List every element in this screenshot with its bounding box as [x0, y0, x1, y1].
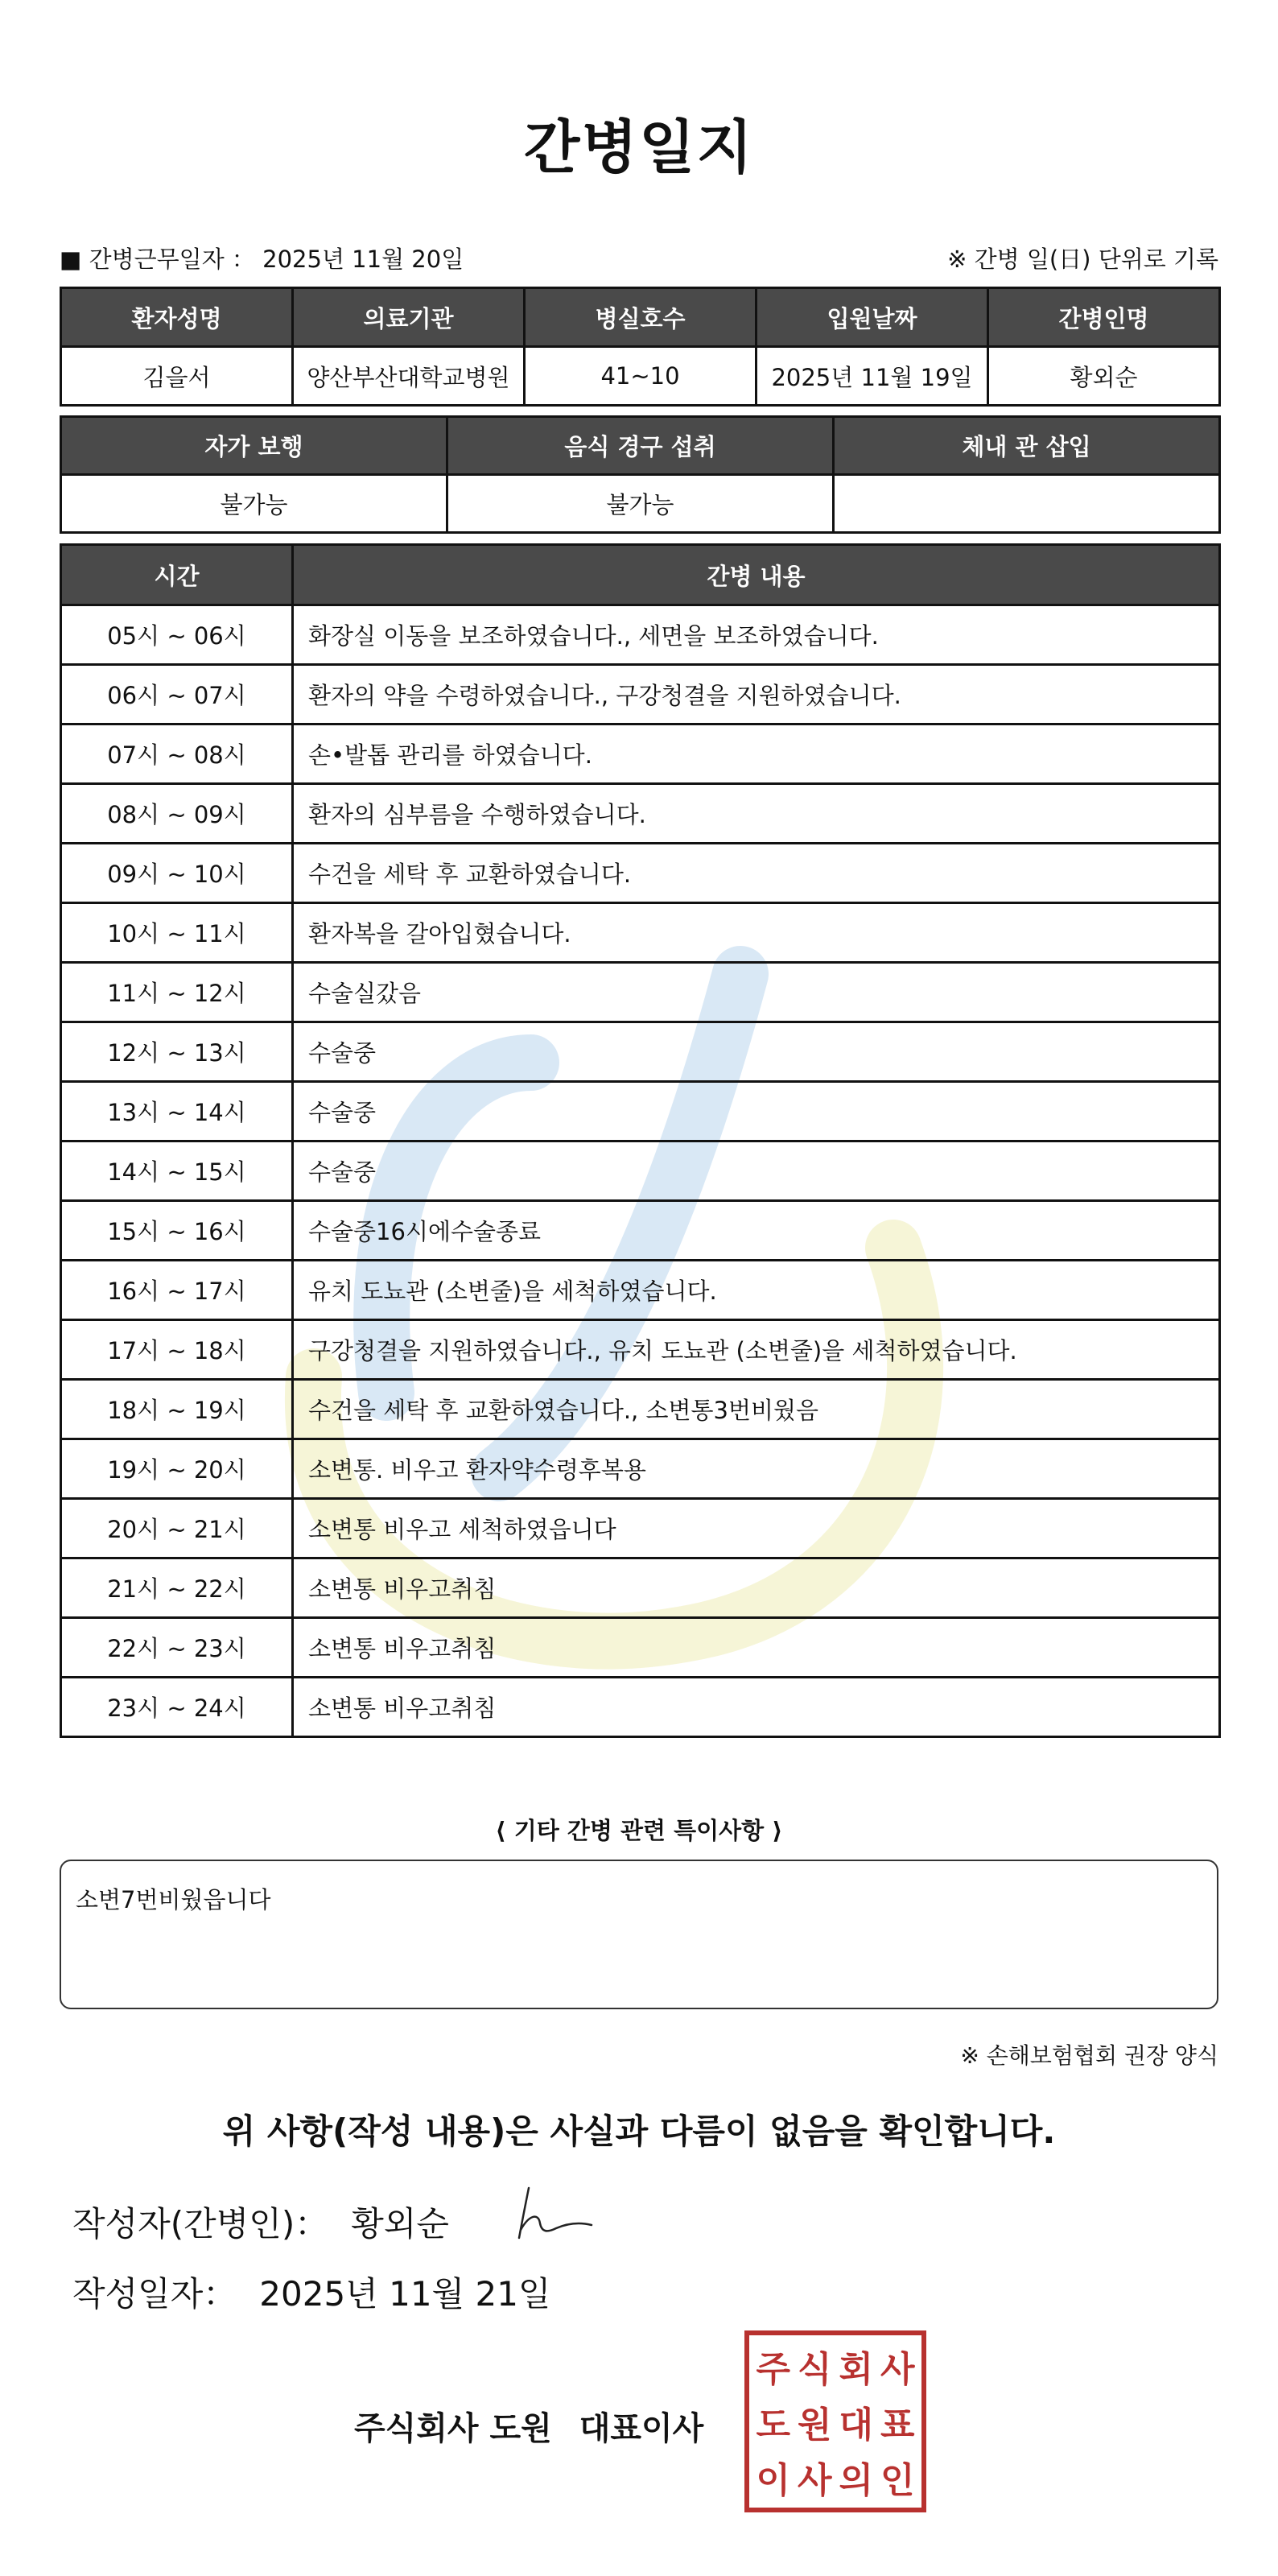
patient-info-table [60, 287, 1221, 407]
room-number: 41~10 [525, 347, 756, 406]
seal-character: 의 [839, 2459, 873, 2501]
care-log-table [60, 543, 1221, 1738]
seal-character: 대 [839, 2404, 873, 2446]
time-slot: 19시 ~ 20시 [61, 1439, 293, 1499]
notes-title: ⟨ 기타 간병 관련 특이사항 ⟩ [495, 1817, 783, 1844]
table-row [61, 1141, 1220, 1201]
written-date-line [72, 2268, 551, 2316]
oral-intake-status: 불가능 [447, 475, 834, 533]
care-content: 소변통 비우고취침 [293, 1558, 1220, 1618]
care-content: 수술중 [293, 1082, 1220, 1141]
time-slot: 08시 ~ 09시 [61, 784, 293, 844]
header-caregiver-name: 간병인명 [988, 288, 1220, 347]
header-room-number: 병실호수 [525, 288, 756, 347]
written-date-label: 작성일자： [72, 2274, 237, 2314]
company-name: 주식회사 도원 [354, 2410, 552, 2447]
company-seal-stamp [744, 2330, 926, 2512]
care-content: 수건을 세탁 후 교환하였습니다. [293, 844, 1220, 903]
confirmation-statement: 위 사항(작성 내용)은 사실과 다름이 없음을 확인합니다. [222, 2112, 1056, 2151]
care-content: 수술중 [293, 1141, 1220, 1201]
writer-line [72, 2198, 449, 2246]
care-log-rows [61, 605, 1220, 1737]
walking-status: 불가능 [61, 475, 447, 533]
care-content: 수술실갔음 [293, 963, 1220, 1022]
table-row [61, 1678, 1220, 1737]
company-signature [354, 2403, 703, 2449]
company-representative: 대표이사 [579, 2410, 704, 2447]
care-content: 환자의 약을 수령하였습니다., 구강청결을 지원하였습니다. [293, 665, 1220, 724]
table-row [61, 1499, 1220, 1558]
care-content: 수술중16시에수술종료 [293, 1201, 1220, 1261]
header-time: 시간 [61, 545, 293, 605]
table-row [61, 1022, 1220, 1082]
table-row [61, 903, 1220, 963]
seal-character: 원 [797, 2404, 832, 2446]
care-content: 환자의 심부름을 수행하였습니다. [293, 784, 1220, 844]
care-content: 수건을 세탁 후 교환하였습니다., 소변통3번비웠음 [293, 1380, 1220, 1439]
hospital-name: 양산부산대학교병원 [293, 347, 525, 406]
care-content: 화장실 이동을 보조하였습니다., 세면을 보조하였습니다. [293, 605, 1220, 665]
header-admission-date: 입원날짜 [756, 288, 988, 347]
seal-character: 사 [880, 2349, 915, 2391]
table-row [61, 963, 1220, 1022]
time-slot: 20시 ~ 21시 [61, 1499, 293, 1558]
time-slot: 06시 ~ 07시 [61, 665, 293, 724]
patient-name: 김을서 [61, 347, 293, 406]
time-slot: 22시 ~ 23시 [61, 1618, 293, 1678]
table-row [61, 1320, 1220, 1380]
seal-character: 도 [756, 2404, 790, 2446]
record-unit-note: ※ 간병 일(日) 단위로 기록 [947, 246, 1218, 273]
time-slot: 09시 ~ 10시 [61, 844, 293, 903]
table-row [61, 1558, 1220, 1618]
table-row [61, 605, 1220, 665]
header-patient-name: 환자성명 [61, 288, 293, 347]
work-date: ■ 간병근무일자 ： 2025년 11월 20일 [60, 246, 464, 273]
care-content: 구강청결을 지원하였습니다., 유치 도뇨관 (소변줄)을 세척하였습니다. [293, 1320, 1220, 1380]
time-slot: 14시 ~ 15시 [61, 1141, 293, 1201]
table-row [61, 724, 1220, 784]
seal-character: 식 [797, 2349, 832, 2391]
patient-status-table [60, 415, 1221, 534]
time-slot: 05시 ~ 06시 [61, 605, 293, 665]
writer-name: 황외순 [351, 2204, 449, 2244]
time-slot: 07시 ~ 08시 [61, 724, 293, 784]
table-row [61, 1201, 1220, 1261]
time-slot: 12시 ~ 13시 [61, 1022, 293, 1082]
seal-character: 주 [756, 2349, 790, 2391]
table-row [61, 1261, 1220, 1320]
admission-date: 2025년 11월 19일 [756, 347, 988, 406]
time-slot: 11시 ~ 12시 [61, 963, 293, 1022]
time-slot: 10시 ~ 11시 [61, 903, 293, 963]
care-content: 유치 도뇨관 (소변줄)을 세척하였습니다. [293, 1261, 1220, 1320]
notes-text: 소변7번비웠읍니다 [76, 1886, 271, 1913]
care-content: 환자복을 갈아입혔습니다. [293, 903, 1220, 963]
seal-character: 회 [839, 2349, 873, 2391]
care-content: 소변통 비우고취침 [293, 1618, 1220, 1678]
header-tube-insertion: 체내 관 삽입 [834, 417, 1220, 475]
time-slot: 18시 ~ 19시 [61, 1380, 293, 1439]
table-row [61, 844, 1220, 903]
table-row [61, 1439, 1220, 1499]
recommendation-note: ※ 손해보험협회 권장 양식 [960, 2042, 1218, 2069]
tube-insertion-status [834, 475, 1220, 533]
table-row [61, 1380, 1220, 1439]
header-care-content: 간병 내용 [293, 545, 1220, 605]
table-row [61, 1082, 1220, 1141]
care-content: 소변통 비우고취침 [293, 1678, 1220, 1737]
care-content: 소변통 비우고 세척하였읍니다 [293, 1499, 1220, 1558]
seal-character: 이 [756, 2459, 790, 2501]
page-title: 간병일지 [523, 114, 755, 181]
seal-character: 사 [797, 2459, 832, 2501]
time-slot: 16시 ~ 17시 [61, 1261, 293, 1320]
care-content: 수술중 [293, 1022, 1220, 1082]
meta-row [60, 242, 1218, 274]
header-hospital: 의료기관 [293, 288, 525, 347]
handwritten-signature [511, 2180, 600, 2244]
time-slot: 13시 ~ 14시 [61, 1082, 293, 1141]
caregiver-name: 황외순 [988, 347, 1220, 406]
time-slot: 15시 ~ 16시 [61, 1201, 293, 1261]
time-slot: 23시 ~ 24시 [61, 1678, 293, 1737]
seal-character: 인 [880, 2459, 915, 2501]
time-slot: 21시 ~ 22시 [61, 1558, 293, 1618]
table-row [61, 784, 1220, 844]
care-content: 소변통. 비우고 환자약수령후복용 [293, 1439, 1220, 1499]
care-content: 손•발톱 관리를 하였습니다. [293, 724, 1220, 784]
header-oral-intake: 음식 경구 섭취 [447, 417, 834, 475]
writer-label: 작성자(간병인)： [72, 2204, 329, 2244]
table-row [61, 665, 1220, 724]
header-walking: 자가 보행 [61, 417, 447, 475]
written-date-value: 2025년 11월 21일 [259, 2274, 551, 2314]
notes-box [60, 1860, 1218, 2009]
seal-character: 표 [880, 2404, 915, 2446]
time-slot: 17시 ~ 18시 [61, 1320, 293, 1380]
table-row [61, 1618, 1220, 1678]
